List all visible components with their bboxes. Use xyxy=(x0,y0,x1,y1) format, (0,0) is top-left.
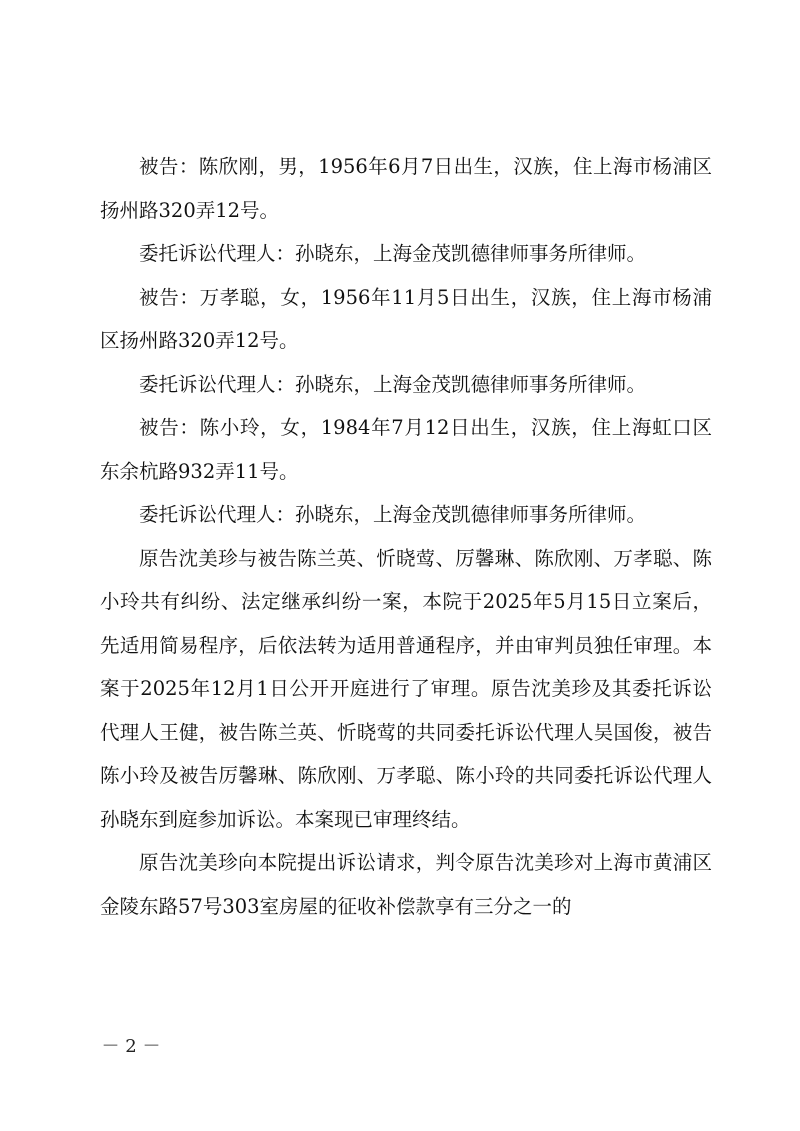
defendant-wan-xiaocong: 被告：万孝聪，女，1956年11月5日出生，汉族，住上海市杨浦区扬州路320弄12号。 xyxy=(100,285,712,352)
agent-sun-xiaodong-3: 委托诉讼代理人：孙晓东，上海金茂凯德律师事务所律师。 xyxy=(139,503,647,526)
agent-sun-xiaodong-2: 委托诉讼代理人：孙晓东，上海金茂凯德律师事务所律师。 xyxy=(139,372,647,396)
defendant-chen-xiaoling: 被告：陈小玲，女，1984年7月12日出生，汉族，住上海虹口区东余杭路932弄11号。 xyxy=(100,416,712,483)
case-procedure-paragraph: 原告沈美珍与被告陈兰英、忻晓莺、厉馨琳、陈欣刚、万孝聪、陈小玲共有纠纷、法定继承纠纷一案，本院于2025年5月15日立案后，先适用简易程序，后依法转为适用普通程序，并由审判员独任审理。本案于2025年12月1日公开开庭进行了审理。原告沈美珍及其委托诉讼代理人王健，被告陈兰英、忻晓莺的共同委托诉讼代理人吴国俊，被告陈小玲及被告厉馨琳、陈欣刚、万孝聪、陈小玲的共同委托诉讼代理人孙晓东到庭参加诉讼。本案现已审理终结。 xyxy=(100,546,712,831)
plaintiff-claims-paragraph: 原告沈美珍向本院提出诉讼请求，判令原告沈美珍对上海市黄浦区金陵东路57号303室房屋的征收补偿款享有三分之一的 xyxy=(100,851,712,918)
agent-sun-xiaodong-1: 委托诉讼代理人：孙晓东，上海金茂凯德律师事务所律师。 xyxy=(139,242,647,265)
defendant-chen-xingang: 被告：陈欣刚，男，1956年6月7日出生，汉族，住上海市杨浦区扬州路320弄12号。 xyxy=(100,155,712,222)
page-number: － 2 － xyxy=(101,1036,161,1057)
judgment-body xyxy=(100,145,712,928)
